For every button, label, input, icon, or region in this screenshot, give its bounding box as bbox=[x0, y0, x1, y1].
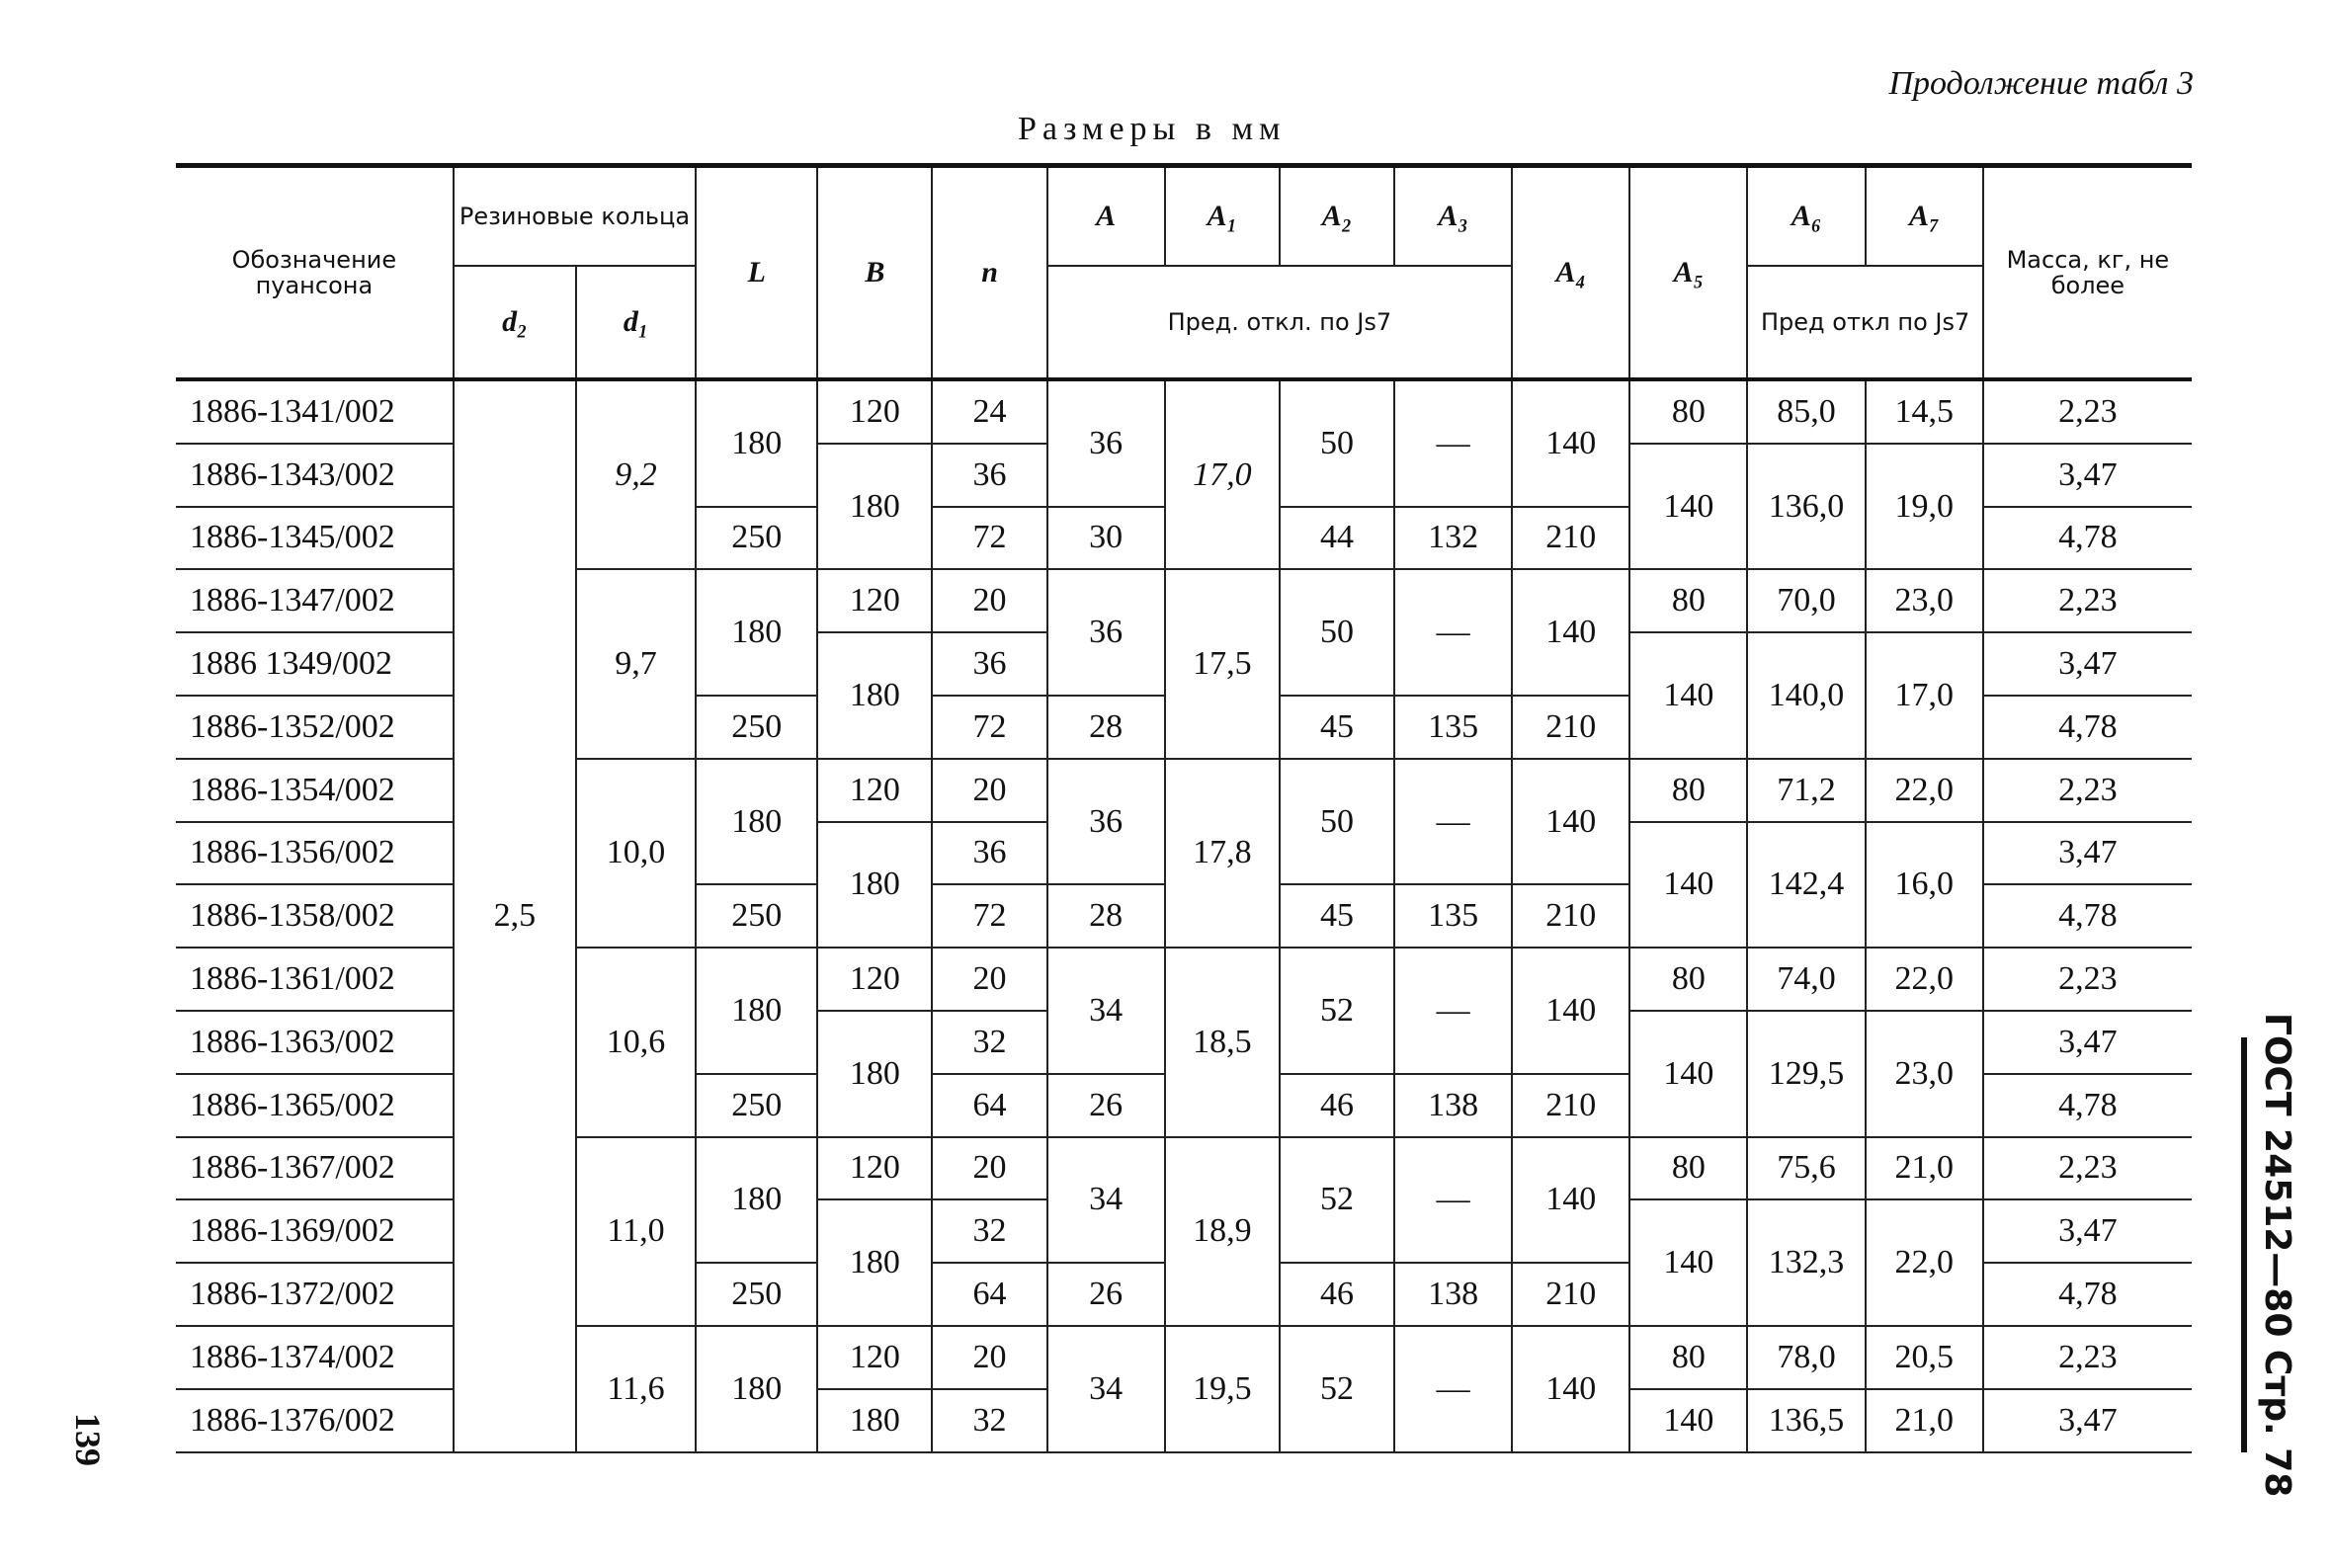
cell-designation: 1886-1354/002 bbox=[176, 759, 454, 822]
header-A5: A₅ bbox=[1629, 168, 1747, 379]
cell-L: 250 bbox=[696, 696, 817, 759]
cell-L: 250 bbox=[696, 1074, 817, 1137]
cell-A4: 140 bbox=[1512, 1137, 1629, 1264]
cell-A4: 140 bbox=[1512, 759, 1629, 885]
cell-A3: 132 bbox=[1394, 507, 1512, 570]
cell-A7: 19,0 bbox=[1866, 444, 1983, 570]
cell-A3: — bbox=[1394, 569, 1512, 696]
header-tolerance: Пред. откл. по Js7 bbox=[1047, 266, 1513, 379]
header-A2: A₂ bbox=[1280, 168, 1394, 266]
cell-n: 32 bbox=[932, 1199, 1046, 1263]
cell-designation: 1886-1356/002 bbox=[176, 822, 454, 885]
cell-mass: 2,23 bbox=[1983, 379, 2192, 444]
cell-A3: 138 bbox=[1394, 1074, 1512, 1137]
table-header bbox=[176, 168, 2192, 379]
cell-B: 120 bbox=[817, 1137, 932, 1200]
cell-A4: 210 bbox=[1512, 1074, 1629, 1137]
cell-A: 28 bbox=[1047, 696, 1165, 759]
cell-n: 32 bbox=[932, 1011, 1046, 1074]
cell-A5: 80 bbox=[1629, 379, 1747, 444]
cell-L: 180 bbox=[696, 1137, 817, 1264]
cell-n: 24 bbox=[932, 379, 1046, 444]
header-designation: Обозначение пуансона bbox=[176, 168, 454, 379]
cell-A5: 80 bbox=[1629, 1326, 1747, 1389]
cell-A1: 19,5 bbox=[1165, 1326, 1280, 1452]
cell-mass: 4,78 bbox=[1983, 1263, 2192, 1326]
cell-A7: 14,5 bbox=[1866, 379, 1983, 444]
cell-A: 36 bbox=[1047, 569, 1165, 696]
cell-A5: 80 bbox=[1629, 569, 1747, 632]
cell-d1: 11,6 bbox=[576, 1326, 696, 1452]
dimensions-table bbox=[176, 168, 2192, 1453]
cell-A1: 17,8 bbox=[1165, 759, 1280, 948]
cell-mass: 3,47 bbox=[1983, 1389, 2192, 1452]
cell-mass: 3,47 bbox=[1983, 1011, 2192, 1074]
cell-A: 28 bbox=[1047, 884, 1165, 948]
cell-A2: 50 bbox=[1280, 569, 1394, 696]
cell-L: 180 bbox=[696, 1326, 817, 1452]
cell-B: 180 bbox=[817, 1199, 932, 1326]
cell-A7: 22,0 bbox=[1866, 759, 1983, 822]
cell-d1: 10,0 bbox=[576, 759, 696, 948]
cell-A2: 46 bbox=[1280, 1074, 1394, 1137]
cell-A3: 135 bbox=[1394, 696, 1512, 759]
cell-designation: 1886-1376/002 bbox=[176, 1389, 454, 1452]
cell-designation: 1886-1369/002 bbox=[176, 1199, 454, 1263]
cell-A2: 44 bbox=[1280, 507, 1394, 570]
cell-A5: 140 bbox=[1629, 1199, 1747, 1326]
cell-mass: 4,78 bbox=[1983, 507, 2192, 570]
cell-designation: 1886-1343/002 bbox=[176, 444, 454, 507]
cell-designation: 1886-1372/002 bbox=[176, 1263, 454, 1326]
cell-designation: 1886-1345/002 bbox=[176, 507, 454, 570]
header-A6: A₆ bbox=[1747, 168, 1865, 266]
cell-L: 250 bbox=[696, 507, 817, 570]
cell-mass: 2,23 bbox=[1983, 569, 2192, 632]
cell-A2: 52 bbox=[1280, 1326, 1394, 1452]
cell-B: 120 bbox=[817, 759, 932, 822]
cell-A4: 210 bbox=[1512, 696, 1629, 759]
cell-mass: 3,47 bbox=[1983, 822, 2192, 885]
cell-n: 72 bbox=[932, 884, 1046, 948]
cell-designation: 1886-1352/002 bbox=[176, 696, 454, 759]
cell-n: 36 bbox=[932, 444, 1046, 507]
header-A4: A₄ bbox=[1512, 168, 1629, 379]
cell-n: 64 bbox=[932, 1074, 1046, 1137]
page-number: 139 bbox=[68, 1413, 108, 1466]
cell-A2: 50 bbox=[1280, 759, 1394, 885]
cell-A2: 45 bbox=[1280, 884, 1394, 948]
cell-A3: — bbox=[1394, 1137, 1512, 1264]
cell-d1: 10,6 bbox=[576, 948, 696, 1136]
cell-B: 180 bbox=[817, 444, 932, 570]
cell-n: 36 bbox=[932, 822, 1046, 885]
cell-A5: 140 bbox=[1629, 444, 1747, 570]
cell-n: 20 bbox=[932, 1326, 1046, 1389]
cell-A4: 140 bbox=[1512, 1326, 1629, 1452]
cell-A: 34 bbox=[1047, 1326, 1165, 1452]
cell-mass: 4,78 bbox=[1983, 884, 2192, 948]
cell-B: 180 bbox=[817, 632, 932, 759]
cell-mass: 2,23 bbox=[1983, 948, 2192, 1011]
cell-A6: 132,3 bbox=[1747, 1199, 1865, 1326]
cell-A: 36 bbox=[1047, 759, 1165, 885]
header-rubber-rings: Резиновые кольца bbox=[454, 168, 696, 266]
cell-A: 26 bbox=[1047, 1074, 1165, 1137]
cell-A6: 136,0 bbox=[1747, 444, 1865, 570]
cell-B: 120 bbox=[817, 1326, 932, 1389]
cell-A1: 17,0 bbox=[1165, 379, 1280, 569]
units-caption: Размеры в мм bbox=[1018, 111, 1287, 147]
cell-mass: 3,47 bbox=[1983, 1199, 2192, 1263]
cell-A2: 52 bbox=[1280, 948, 1394, 1074]
cell-A7: 23,0 bbox=[1866, 569, 1983, 632]
cell-A7: 17,0 bbox=[1866, 632, 1983, 759]
header-A3: A₃ bbox=[1394, 168, 1512, 266]
cell-A6: 140,0 bbox=[1747, 632, 1865, 759]
cell-designation: 1886-1341/002 bbox=[176, 379, 454, 444]
cell-A: 36 bbox=[1047, 379, 1165, 507]
header-A1: A₁ bbox=[1165, 168, 1280, 266]
cell-A7: 22,0 bbox=[1866, 1199, 1983, 1326]
cell-A2: 45 bbox=[1280, 696, 1394, 759]
cell-A1: 17,5 bbox=[1165, 569, 1280, 758]
cell-mass: 3,47 bbox=[1983, 632, 2192, 696]
cell-designation: 1886-1361/002 bbox=[176, 948, 454, 1011]
cell-A6: 78,0 bbox=[1747, 1326, 1865, 1389]
header-A: A bbox=[1047, 168, 1165, 266]
header-A7: A₇ bbox=[1866, 168, 1983, 266]
cell-A3: — bbox=[1394, 379, 1512, 507]
cell-A6: 142,4 bbox=[1747, 822, 1865, 949]
header-L: L bbox=[696, 168, 817, 379]
header-d1: d₁ bbox=[576, 266, 696, 379]
cell-designation: 1886-1363/002 bbox=[176, 1011, 454, 1074]
cell-n: 72 bbox=[932, 696, 1046, 759]
cell-A3: 138 bbox=[1394, 1263, 1512, 1326]
table-row bbox=[176, 379, 2192, 444]
cell-A5: 140 bbox=[1629, 632, 1747, 759]
cell-A5: 140 bbox=[1629, 1389, 1747, 1452]
cell-B: 180 bbox=[817, 1011, 932, 1137]
cell-A5: 140 bbox=[1629, 1011, 1747, 1137]
side-rule bbox=[2241, 1037, 2247, 1452]
cell-A: 26 bbox=[1047, 1263, 1165, 1326]
cell-L: 180 bbox=[696, 569, 817, 696]
cell-B: 180 bbox=[817, 1389, 932, 1452]
cell-A4: 210 bbox=[1512, 884, 1629, 948]
cell-A2: 50 bbox=[1280, 379, 1394, 507]
cell-mass: 4,78 bbox=[1983, 696, 2192, 759]
header-mass: Масса, кг, не более bbox=[1983, 168, 2192, 379]
cell-A6: 75,6 bbox=[1747, 1137, 1865, 1200]
cell-designation: 1886-1374/002 bbox=[176, 1326, 454, 1389]
cell-A7: 22,0 bbox=[1866, 948, 1983, 1011]
cell-n: 20 bbox=[932, 569, 1046, 632]
cell-d1: 11,0 bbox=[576, 1137, 696, 1326]
cell-A3: — bbox=[1394, 948, 1512, 1074]
cell-A6: 85,0 bbox=[1747, 379, 1865, 444]
cell-A7: 23,0 bbox=[1866, 1011, 1983, 1137]
cell-A5: 80 bbox=[1629, 948, 1747, 1011]
cell-A6: 74,0 bbox=[1747, 948, 1865, 1011]
cell-B: 120 bbox=[817, 948, 932, 1011]
cell-designation: 1886-1358/002 bbox=[176, 884, 454, 948]
continuation-note: Продолжение табл 3 bbox=[1888, 65, 2194, 102]
cell-L: 180 bbox=[696, 379, 817, 507]
cell-mass: 2,23 bbox=[1983, 759, 2192, 822]
cell-A4: 140 bbox=[1512, 569, 1629, 696]
cell-A3: — bbox=[1394, 759, 1512, 885]
cell-L: 180 bbox=[696, 948, 817, 1074]
cell-n: 20 bbox=[932, 948, 1046, 1011]
cell-A5: 80 bbox=[1629, 1137, 1747, 1200]
cell-L: 180 bbox=[696, 759, 817, 885]
cell-n: 64 bbox=[932, 1263, 1046, 1326]
cell-designation: 1886 1349/002 bbox=[176, 632, 454, 696]
cell-A6: 70,0 bbox=[1747, 569, 1865, 632]
cell-A1: 18,9 bbox=[1165, 1137, 1280, 1326]
cell-L: 250 bbox=[696, 884, 817, 948]
side-document-code: ГОСТ 24512—80 Стр. 78 bbox=[2257, 1013, 2297, 1498]
cell-L: 250 bbox=[696, 1263, 817, 1326]
cell-A7: 20,5 bbox=[1866, 1326, 1983, 1389]
cell-A7: 16,0 bbox=[1866, 822, 1983, 949]
header-n: n bbox=[932, 168, 1046, 379]
cell-A4: 210 bbox=[1512, 507, 1629, 570]
cell-A2: 46 bbox=[1280, 1263, 1394, 1326]
cell-A1: 18,5 bbox=[1165, 948, 1280, 1136]
cell-A5: 80 bbox=[1629, 759, 1747, 822]
cell-A7: 21,0 bbox=[1866, 1389, 1983, 1452]
cell-A2: 52 bbox=[1280, 1137, 1394, 1264]
cell-d1: 9,7 bbox=[576, 569, 696, 758]
header-tolerance-2: Пред откл по Js7 bbox=[1747, 266, 1982, 379]
cell-d2: 2,5 bbox=[454, 379, 576, 1452]
cell-A3: 135 bbox=[1394, 884, 1512, 948]
cell-B: 120 bbox=[817, 379, 932, 444]
cell-A3: — bbox=[1394, 1326, 1512, 1452]
cell-n: 20 bbox=[932, 759, 1046, 822]
cell-d1: 9,2 bbox=[576, 379, 696, 569]
cell-A5: 140 bbox=[1629, 822, 1747, 949]
table-body bbox=[176, 379, 2192, 1452]
cell-n: 36 bbox=[932, 632, 1046, 696]
cell-mass: 3,47 bbox=[1983, 444, 2192, 507]
cell-mass: 2,23 bbox=[1983, 1137, 2192, 1200]
cell-A: 30 bbox=[1047, 507, 1165, 570]
cell-A4: 140 bbox=[1512, 948, 1629, 1074]
cell-n: 32 bbox=[932, 1389, 1046, 1452]
cell-B: 120 bbox=[817, 569, 932, 632]
cell-mass: 4,78 bbox=[1983, 1074, 2192, 1137]
cell-n: 20 bbox=[932, 1137, 1046, 1200]
cell-A4: 140 bbox=[1512, 379, 1629, 507]
cell-A: 34 bbox=[1047, 1137, 1165, 1264]
cell-designation: 1886-1347/002 bbox=[176, 569, 454, 632]
header-B: B bbox=[817, 168, 932, 379]
cell-A4: 210 bbox=[1512, 1263, 1629, 1326]
cell-n: 72 bbox=[932, 507, 1046, 570]
cell-designation: 1886-1365/002 bbox=[176, 1074, 454, 1137]
cell-A6: 71,2 bbox=[1747, 759, 1865, 822]
cell-B: 180 bbox=[817, 822, 932, 949]
header-d2: d₂ bbox=[454, 266, 576, 379]
cell-mass: 2,23 bbox=[1983, 1326, 2192, 1389]
cell-A: 34 bbox=[1047, 948, 1165, 1074]
cell-A6: 129,5 bbox=[1747, 1011, 1865, 1137]
cell-designation: 1886-1367/002 bbox=[176, 1137, 454, 1200]
cell-A7: 21,0 bbox=[1866, 1137, 1983, 1200]
cell-A6: 136,5 bbox=[1747, 1389, 1865, 1452]
